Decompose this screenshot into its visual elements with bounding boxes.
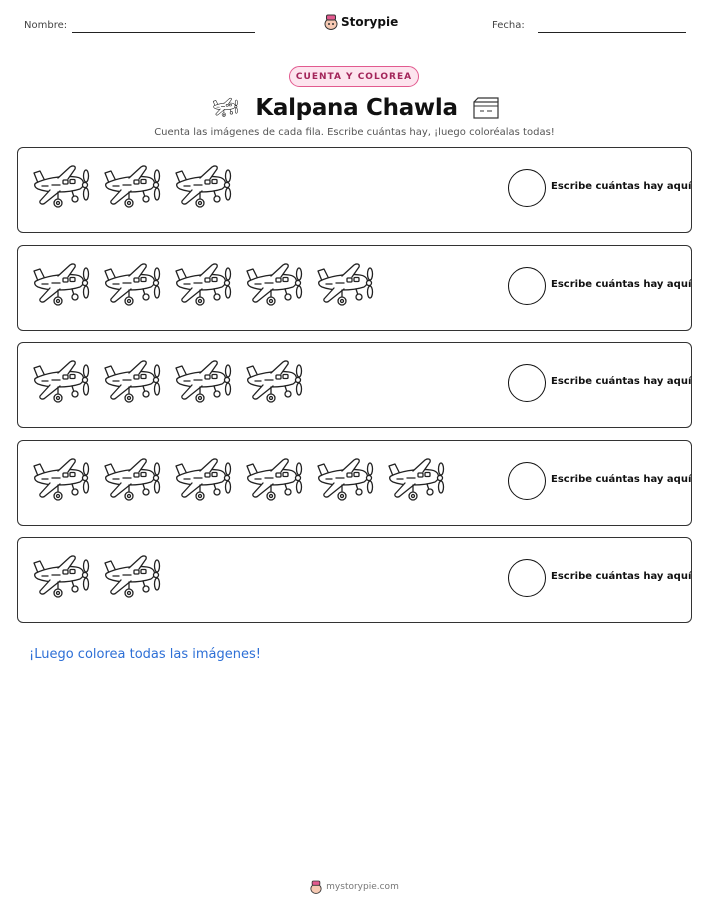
planes-row-4 <box>30 454 446 514</box>
storypie-mascot-icon <box>310 880 322 894</box>
name-label: Nombre: <box>24 20 68 31</box>
answer-circle-2[interactable] <box>508 267 546 305</box>
title-row <box>0 91 709 125</box>
count-row-3 <box>17 342 692 428</box>
date-line[interactable] <box>538 32 686 33</box>
brand-logo <box>324 13 398 31</box>
airplane-icon[interactable] <box>172 454 233 508</box>
answer-prompt-5: Escribe cuántas hay aquí <box>551 571 692 582</box>
activity-tag: CUENTA Y COLOREA <box>289 66 419 87</box>
brand-name: Storypie <box>341 15 399 29</box>
answer-circle-1[interactable] <box>508 169 546 207</box>
planes-row-1 <box>30 161 233 221</box>
count-row-4 <box>17 440 692 526</box>
airplane-icon[interactable] <box>101 161 162 215</box>
count-row-1 <box>17 147 692 233</box>
planes-row-3 <box>30 356 304 416</box>
airplane-icon[interactable] <box>385 454 446 508</box>
planes-row-2 <box>30 259 375 319</box>
airplane-icon[interactable] <box>101 454 162 508</box>
airplane-icon[interactable] <box>243 356 304 410</box>
airplane-icon[interactable] <box>314 259 375 313</box>
airplane-icon[interactable] <box>30 161 91 215</box>
site-url: mystorypie.com <box>326 882 399 892</box>
answer-circle-3[interactable] <box>508 364 546 402</box>
airplane-icon[interactable] <box>30 551 91 605</box>
name-line[interactable] <box>72 32 255 33</box>
airplane-icon[interactable] <box>30 356 91 410</box>
planes-row-5 <box>30 551 162 611</box>
airplane-icon[interactable] <box>101 259 162 313</box>
answer-prompt-1: Escribe cuántas hay aquí <box>551 181 692 192</box>
answer-prompt-3: Escribe cuántas hay aquí <box>551 376 692 387</box>
answer-prompt-4: Escribe cuántas hay aquí <box>551 474 692 485</box>
page-header <box>0 0 709 40</box>
airplane-icon[interactable] <box>30 259 91 313</box>
page-title: Kalpana Chawla <box>255 95 458 121</box>
count-row-2 <box>17 245 692 331</box>
answer-circle-5[interactable] <box>508 559 546 597</box>
airplane-icon[interactable] <box>243 259 304 313</box>
airplane-icon <box>209 96 241 120</box>
airplane-icon[interactable] <box>30 454 91 508</box>
airplane-icon[interactable] <box>101 551 162 605</box>
site-footer <box>0 880 709 894</box>
footer-note: ¡Luego colorea todas las imágenes! <box>29 647 261 662</box>
date-label: Fecha: <box>492 20 525 31</box>
answer-prompt-2: Escribe cuántas hay aquí <box>551 279 692 290</box>
airplane-icon[interactable] <box>172 356 233 410</box>
storypie-mascot-icon <box>324 14 338 30</box>
airplane-icon[interactable] <box>314 454 375 508</box>
airplane-icon[interactable] <box>101 356 162 410</box>
box-icon <box>472 96 500 120</box>
answer-circle-4[interactable] <box>508 462 546 500</box>
airplane-icon[interactable] <box>243 454 304 508</box>
airplane-icon[interactable] <box>172 161 233 215</box>
count-row-5 <box>17 537 692 623</box>
airplane-icon[interactable] <box>172 259 233 313</box>
instructions: Cuenta las imágenes de cada fila. Escribe cuántas hay, ¡luego coloréalas todas! <box>154 127 555 138</box>
